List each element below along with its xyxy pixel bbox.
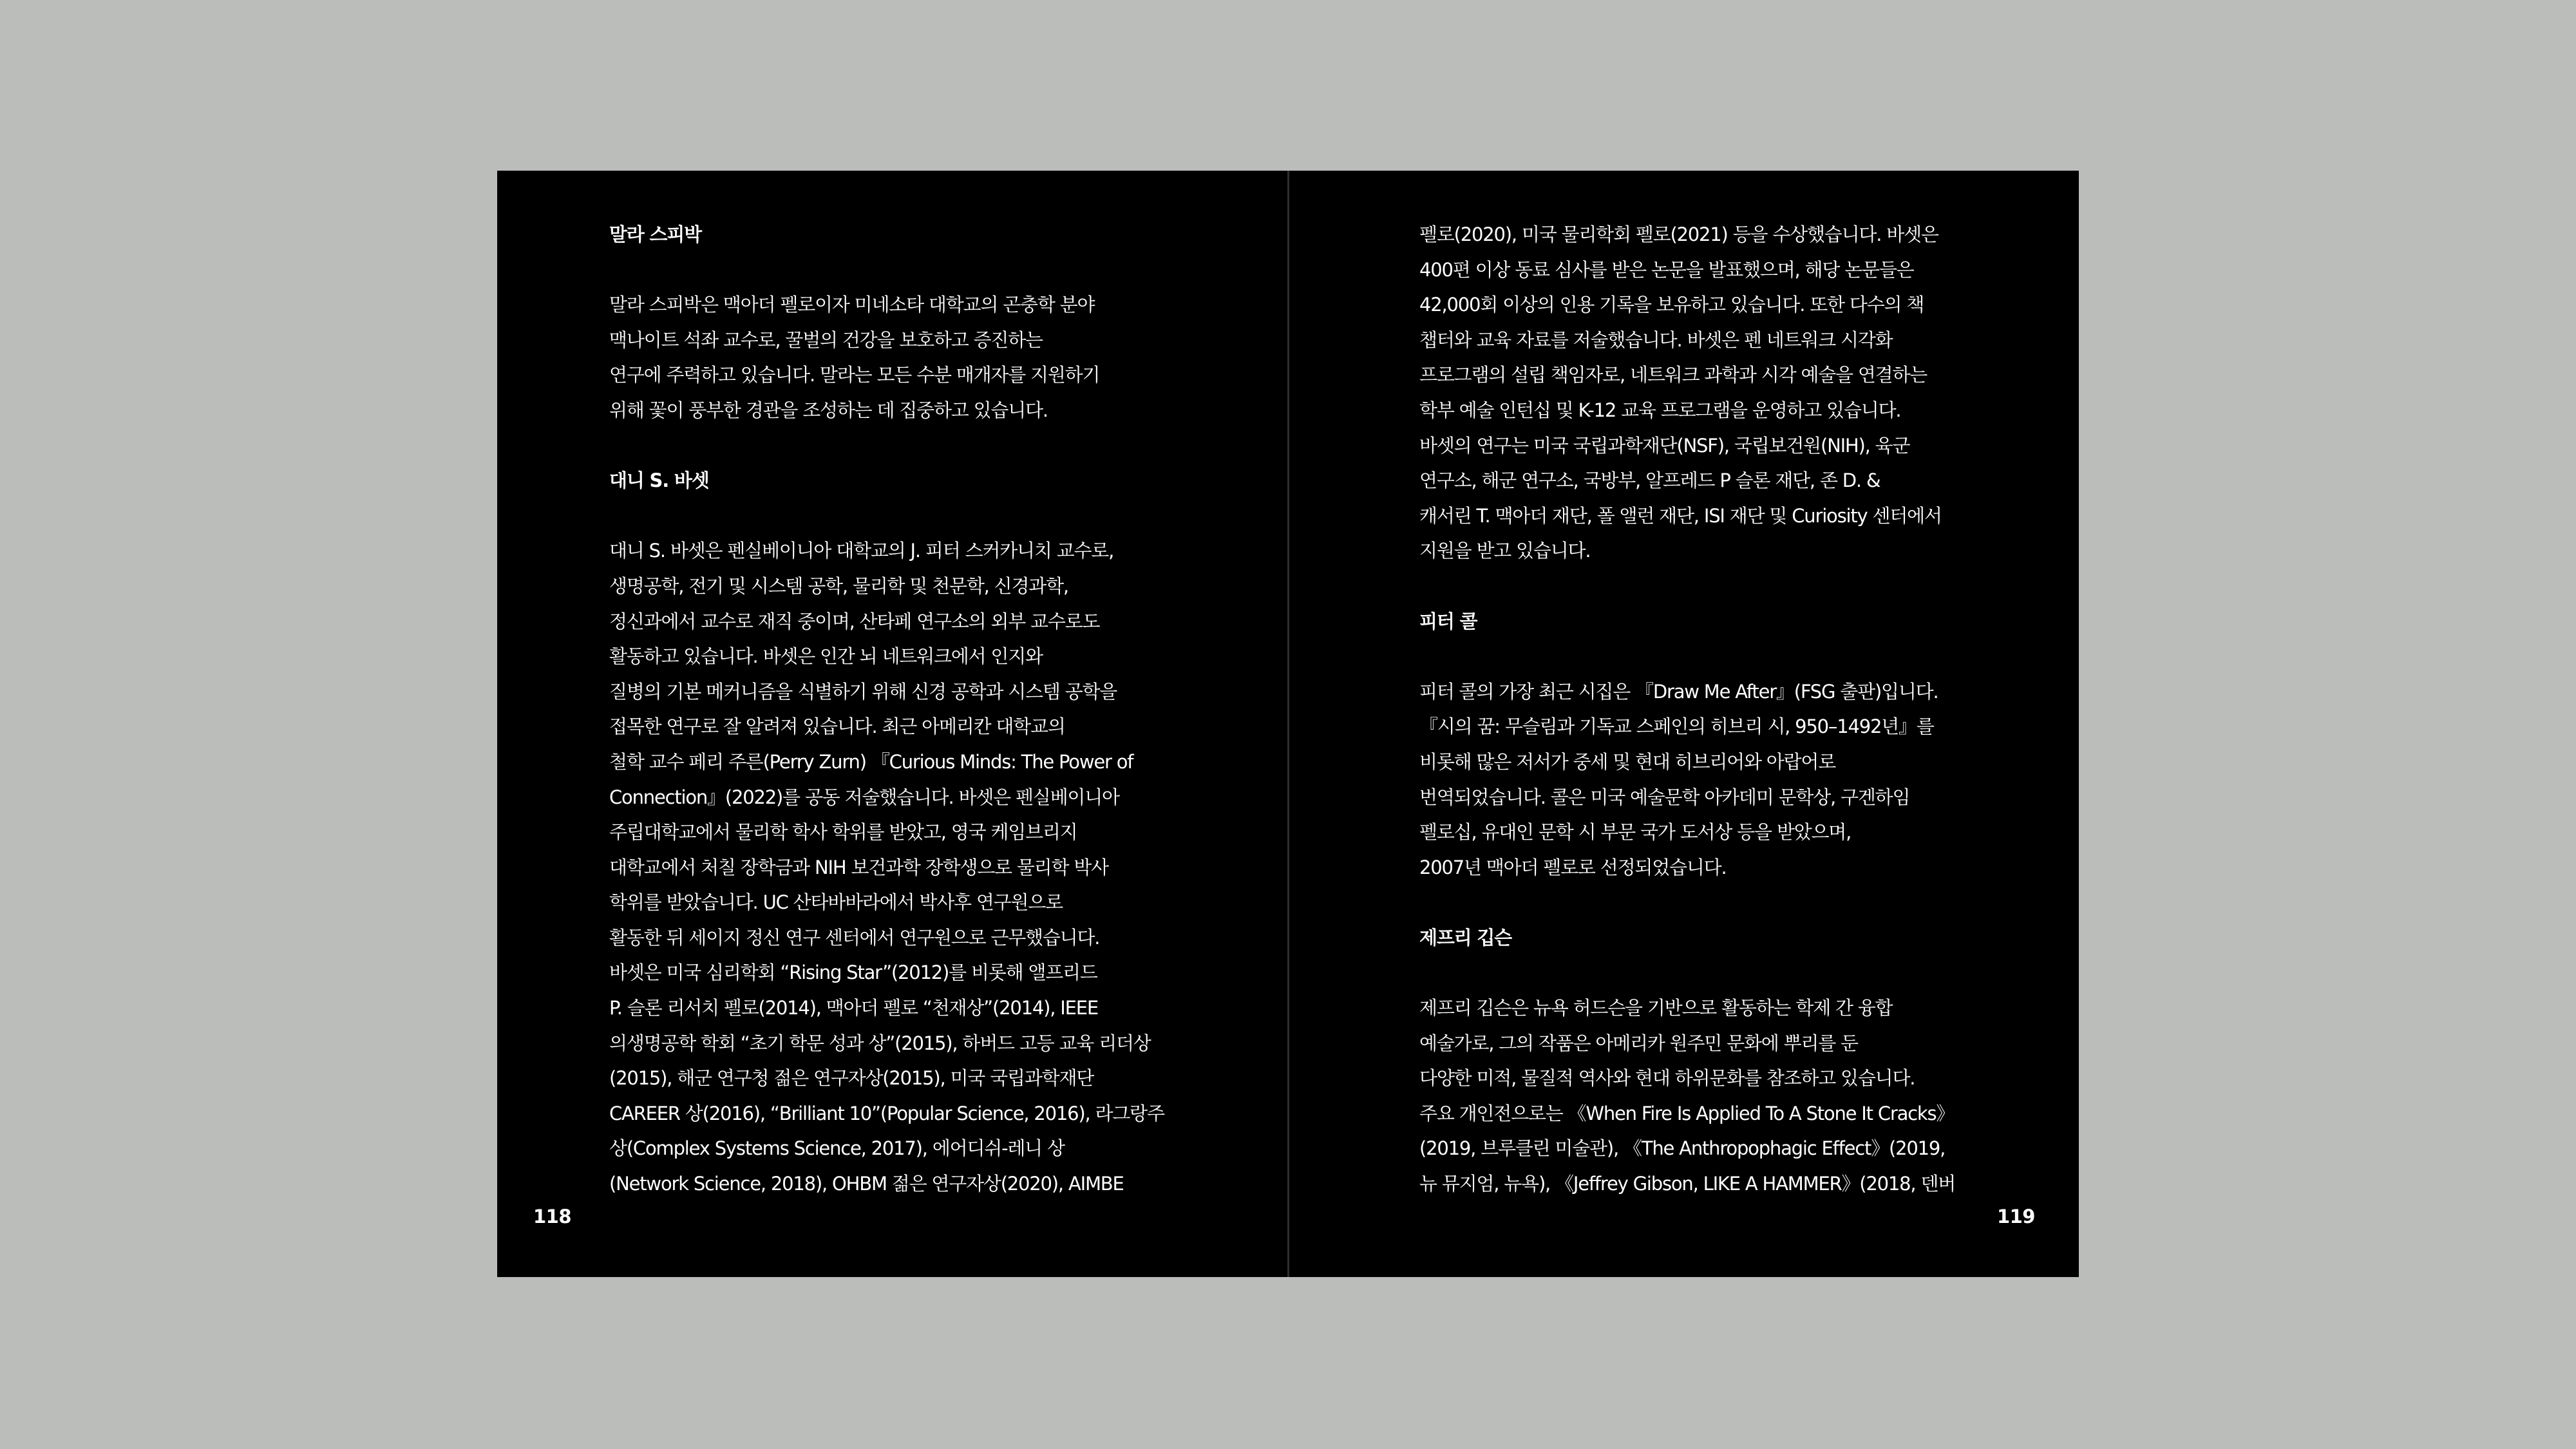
section-heading: 대니 S. 바셋 [609,469,709,492]
body-line: 연구에 주력하고 있습니다. 말라는 모든 수분 매개자를 지원하기 [609,364,1100,386]
left-page [497,171,1287,1277]
body-line: 학위를 받았습니다. UC 산타바바라에서 박사후 연구원으로 [609,891,1063,914]
body-line: 캐서린 T. 맥아더 재단, 폴 앨런 재단, ISI 재단 및 Curiosity 센터에서 [1419,504,1942,527]
body-line: (2019, 브루클린 미술관), 《The Anthropophagic Effect》(2019, [1419,1137,1946,1160]
body-line: 프로그램의 설립 책임자로, 네트워크 과학과 시각 예술을 연결하는 [1419,364,1927,386]
body-line: 활동한 뒤 세이지 정신 연구 센터에서 연구원으로 근무했습니다. [609,926,1100,949]
page-number: 118 [533,1206,572,1227]
book-spread [497,171,2079,1277]
section-bassett-continued [1419,217,2012,569]
body-line: 400편 이상 동료 심사를 받은 논문을 발표했으며, 해당 논문들은 [1419,258,1914,281]
body-line: 제프리 깁슨은 뉴욕 허드슨을 기반으로 활동하는 학제 간 융합 [1419,997,1893,1019]
body-line: 예술가로, 그의 작품은 아메리카 원주민 문화에 뿌리를 둔 [1419,1032,1858,1054]
body-line: 2007년 맥아더 펠로로 선정되었습니다. [1419,856,1727,878]
body-line: 바셋은 미국 심리학회 “Rising Star”(2012)를 비롯해 앨프리드 [609,961,1097,984]
body-line: 『시의 꿈: 무슬림과 기독교 스페인의 히브리 시, 950–1492년』를 [1419,715,1934,738]
body-line: (Network Science, 2018), OHBM 젊은 연구자상(2020), AIMBE [609,1173,1124,1195]
body-line: 철학 교수 페리 주른(Perry Zurn) 『Curious Minds: The Power of [609,750,1133,773]
section-dani-bassett [609,463,1202,1201]
body-line: P. 슬론 리서치 펠로(2014), 맥아더 펠로 “천재상”(2014), IEEE [609,997,1098,1019]
body-line: 뉴 뮤지엄, 뉴욕), 《Jeffrey Gibson, LIKE A HAMMER》(2018, 덴버 [1419,1173,1956,1195]
right-text-column [1419,217,2012,1202]
body-line: 대학교에서 처칠 장학금과 NIH 보건과학 장학생으로 물리학 박사 [609,856,1108,878]
right-page [1289,171,2079,1277]
section-peter-cole [1419,604,2012,886]
body-line: 연구소, 해군 연구소, 국방부, 알프레드 P 슬론 재단, 존 D. & [1419,469,1880,492]
body-line: 상(Complex Systems Science, 2017), 에어디쉬-레니 상 [609,1137,1065,1160]
body-line: 번역되었습니다. 콜은 미국 예술문학 아카데미 문학상, 구겐하임 [1419,786,1910,808]
body-line: 챕터와 교육 자료를 저술했습니다. 바셋은 펜 네트워크 시각화 [1419,328,1893,351]
body-line: 접목한 연구로 잘 알려져 있습니다. 최근 아메리칸 대학교의 [609,715,1065,738]
body-line: 생명공학, 전기 및 시스템 공학, 물리학 및 천문학, 신경과학, [609,574,1068,597]
body-line: 펠로십, 유대인 문학 시 부문 국가 도서상 등을 받았으며, [1419,821,1852,844]
body-line: 펠로(2020), 미국 물리학회 펠로(2021) 등을 수상했습니다. 바셋은 [1419,223,1938,245]
page-number: 119 [1996,1206,2035,1227]
body-line: 위해 꽃이 풍부한 경관을 조성하는 데 집중하고 있습니다. [609,399,1048,421]
body-line: 말라 스피박은 맥아더 펠로이자 미네소타 대학교의 곤충학 분야 [609,294,1095,316]
body-line: 바셋의 연구는 미국 국립과학재단(NSF), 국립보건원(NIH), 육군 [1419,434,1910,457]
section-heading: 말라 스피박 [609,223,701,245]
section-heading: 제프리 깁슨 [1419,926,1511,949]
body-line: 대니 S. 바셋은 펜실베이니아 대학교의 J. 피터 스커카니치 교수로, [609,540,1114,562]
body-line: 질병의 기본 메커니즘을 식별하기 위해 신경 공학과 시스템 공학을 [609,680,1117,703]
body-line: 비롯해 많은 저서가 중세 및 현대 히브리어와 아랍어로 [1419,750,1836,773]
body-line: 주요 개인전으로는 《When Fire Is Applied To A Stone It Cracks》 [1419,1102,1955,1124]
body-line: 42,000회 이상의 인용 기록을 보유하고 있습니다. 또한 다수의 책 [1419,294,1924,316]
section-heading: 피터 콜 [1419,610,1477,632]
body-line: Connection』(2022)를 공동 저술했습니다. 바셋은 펜실베이니아 [609,786,1119,808]
body-line: 지원을 받고 있습니다. [1419,540,1591,562]
body-line: CAREER 상(2016), “Brilliant 10”(Popular Science, 2016), 라그랑주 [609,1102,1164,1124]
body-line: 다양한 미적, 물질적 역사와 현대 하위문화를 참조하고 있습니다. [1419,1067,1915,1090]
body-line: 주립대학교에서 물리학 학사 학위를 받았고, 영국 케임브리지 [609,821,1077,844]
body-line: 정신과에서 교수로 재직 중이며, 산타페 연구소의 외부 교수로도 [609,610,1100,632]
body-line: (2015), 해군 연구청 젊은 연구자상(2015), 미국 국립과학재단 [609,1067,1094,1090]
body-line: 피터 콜의 가장 최근 시집은 『Draw Me After』(FSG 출판)입니다. [1419,680,1938,703]
left-text-column [609,217,1202,1202]
body-line: 학부 예술 인턴십 및 K-12 교육 프로그램을 운영하고 있습니다. [1419,399,1901,421]
section-marla-spivak [609,217,1202,428]
section-jeffrey-gibson [1419,920,2012,1202]
body-line: 의생명공학 학회 “초기 학문 성과 상”(2015), 하버드 고등 교육 리더상 [609,1032,1151,1054]
body-line: 활동하고 있습니다. 바셋은 인간 뇌 네트워크에서 인지와 [609,645,1043,668]
body-line: 맥나이트 석좌 교수로, 꿀벌의 건강을 보호하고 증진하는 [609,328,1043,351]
